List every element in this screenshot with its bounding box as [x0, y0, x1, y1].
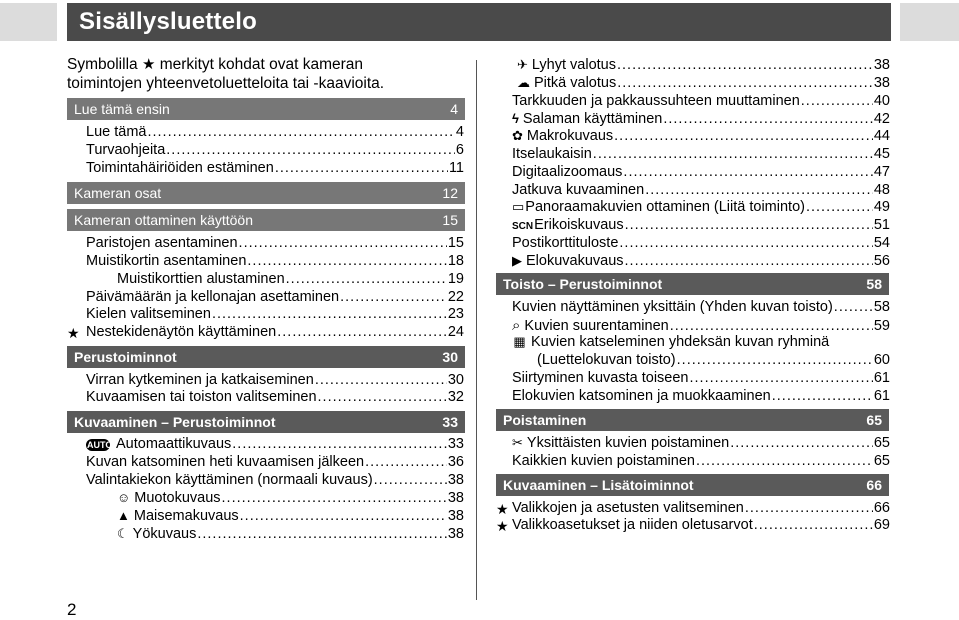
entry-text: Lyhyt valotus	[531, 57, 616, 73]
entry-page: 11	[448, 160, 464, 176]
entry-text: Postikorttituloste	[512, 235, 619, 251]
macro-icon: ✿	[512, 128, 523, 143]
toc-entry[interactable]	[512, 146, 890, 164]
section-label: Kuvaaminen – Lisätoiminnot	[503, 477, 694, 493]
toc-entry[interactable]	[512, 235, 890, 253]
intro-line1-a: Symbolilla	[67, 56, 138, 73]
toc-entry[interactable]	[117, 508, 464, 526]
portrait-icon: ☺	[117, 490, 131, 505]
section-header[interactable]	[496, 474, 889, 496]
entry-text: Digitaalizoomaus	[512, 164, 623, 180]
entry-page: 30	[447, 372, 464, 388]
section-page: 65	[866, 412, 882, 428]
toc-entry[interactable]	[86, 454, 464, 472]
section-page: 12	[442, 185, 458, 201]
entry-page: 18	[447, 253, 464, 269]
entry-text: Siirtyminen kuvasta toiseen	[512, 370, 689, 386]
toc-entry[interactable]	[512, 111, 890, 129]
right-tab-marker	[900, 3, 959, 41]
section-page: 30	[442, 349, 458, 365]
entry-page: 4	[455, 124, 464, 140]
entry-text: Toimintahäiriöiden estäminen	[86, 160, 274, 176]
intro-line2: toimintojen yhteenvetoluetteloita tai -kaavioita.	[67, 75, 385, 92]
section-label: Kameran ottaminen käyttöön	[74, 212, 253, 228]
section-header[interactable]	[67, 411, 465, 433]
entry-page: 24	[447, 324, 464, 340]
section-header[interactable]	[67, 98, 465, 120]
section-page: 58	[866, 276, 882, 292]
entry-page: 65	[873, 435, 890, 451]
toc-entry[interactable]	[86, 124, 464, 142]
toc-entry[interactable]	[512, 317, 890, 335]
entry-text: Turvaohjeita	[86, 142, 166, 158]
toc-entry[interactable]	[512, 435, 890, 453]
toc-entry[interactable]	[512, 182, 890, 200]
star-icon: ★	[67, 325, 80, 341]
entry-text: Pitkä valotus	[534, 75, 617, 91]
section-page: 33	[442, 414, 458, 430]
entry-page: 65	[873, 453, 890, 469]
entry-text: Päivämäärän ja kellonajan asettaminen	[86, 289, 340, 305]
flash-icon: ϟ	[512, 111, 519, 126]
entry-page: 44	[873, 128, 890, 144]
entry-text: Automaattikuvaus	[116, 436, 232, 452]
entry-page: 38	[447, 526, 464, 542]
entry-page: 22	[447, 289, 464, 305]
toc-entry[interactable]	[86, 289, 464, 307]
entry-text: Yksittäisten kuvien poistaminen	[526, 435, 730, 451]
intro-line1-b: merkityt kohdat ovat kameran	[159, 56, 364, 73]
entry-page: 51	[873, 217, 890, 233]
thumbnail-icon: ▦	[513, 334, 526, 349]
entry-text: Valikkoasetukset ja niiden oletusarvot	[512, 517, 753, 533]
entry-text: Kuvaamisen tai toiston valitseminen	[86, 389, 317, 405]
section-label: Poistaminen	[503, 412, 587, 428]
toc-entry[interactable]	[86, 472, 464, 490]
toc-entry[interactable]	[117, 490, 464, 508]
entry-text: Erikoiskuvaus	[534, 217, 624, 233]
section-page: 66	[866, 477, 882, 493]
entry-page: 48	[873, 182, 890, 198]
entry-text: Makrokuvaus	[526, 128, 614, 144]
section-header[interactable]	[67, 182, 465, 204]
entry-page: 47	[873, 164, 890, 180]
entry-text: (Luettelokuvan toisto)	[537, 352, 676, 368]
entry-page: 61	[873, 388, 890, 404]
column-divider	[476, 60, 477, 600]
entry-page: 38	[873, 57, 890, 73]
toc-entry[interactable]	[117, 271, 464, 289]
zoom-icon: ⌕	[512, 317, 521, 334]
toc-entry[interactable]	[512, 334, 890, 352]
entry-text: Elokuvien katsominen ja muokkaaminen	[512, 388, 771, 404]
toc-entry[interactable]	[117, 526, 464, 544]
entry-page: 15	[447, 235, 464, 251]
star-icon: ★	[141, 56, 156, 73]
auto-mode-icon: AUTO	[87, 440, 113, 450]
entry-text: Kuvien suurentaminen	[524, 318, 669, 334]
section-label: Toisto – Perustoiminnot	[503, 276, 663, 292]
entry-text: Salaman käyttäminen	[522, 111, 663, 127]
entry-page: 38	[447, 472, 464, 488]
entry-text: Muistikortin asentaminen	[86, 253, 247, 269]
scene-mode-icon: SCN	[512, 221, 534, 232]
entry-text: Yökuvaus	[132, 526, 197, 542]
entry-page: 66	[873, 500, 890, 516]
delete-icon: ✂	[512, 435, 523, 450]
entry-text: Nestekidenäytön käyttäminen	[86, 324, 277, 340]
entry-text: Lue tämä	[86, 124, 147, 140]
toc-entry[interactable]	[512, 299, 890, 317]
entry-text: Kuvan katsominen heti kuvaamisen jälkeen	[86, 454, 365, 470]
toc-entry[interactable]	[86, 324, 464, 342]
entry-text: Panoraamakuvien ottaminen (Liitä toiminto)	[525, 199, 805, 215]
entry-page: 59	[873, 318, 890, 334]
toc-entry[interactable]	[86, 235, 464, 253]
entry-page: 6	[455, 142, 464, 158]
page-title: Sisällysluettelo	[79, 8, 257, 35]
entry-text: Kuvien näyttäminen yksittäin (Yhden kuvan toisto)	[512, 299, 833, 315]
entry-page: 69	[873, 517, 890, 533]
toc-entry[interactable]	[512, 217, 890, 235]
landscape-icon: ▲	[117, 508, 130, 523]
toc-entry[interactable]	[517, 75, 890, 93]
entry-text: Paristojen asentaminen	[86, 235, 238, 251]
entry-text: Kielen valitseminen	[86, 306, 211, 322]
entry-page: 33	[447, 436, 464, 452]
toc-entry[interactable]	[86, 372, 464, 390]
toc-entry[interactable]	[537, 352, 890, 370]
entry-page: 19	[447, 271, 464, 287]
star-icon: ★	[496, 501, 509, 517]
entry-page: 36	[447, 454, 464, 470]
toc-entry[interactable]	[512, 199, 890, 217]
page-number: 2	[67, 600, 77, 619]
entry-page: 38	[447, 490, 464, 506]
toc-entry[interactable]	[86, 142, 464, 160]
entry-page: 49	[873, 199, 890, 215]
section-header[interactable]	[67, 209, 465, 231]
entry-text: Muistikorttien alustaminen	[117, 271, 285, 287]
left-tab-marker	[0, 3, 57, 41]
slow-shutter-icon: ☁	[517, 75, 530, 90]
entry-page: 54	[873, 235, 890, 251]
toc-entry[interactable]	[512, 93, 890, 111]
toc-entry[interactable]	[512, 128, 890, 146]
toc-entry[interactable]	[512, 453, 890, 471]
entry-page: 60	[873, 352, 890, 368]
toc-entry[interactable]	[86, 160, 464, 178]
section-header[interactable]	[496, 409, 889, 431]
entry-page: 58	[873, 299, 890, 315]
toc-entry[interactable]	[512, 370, 890, 388]
section-label: Lue tämä ensin	[74, 101, 170, 117]
star-icon: ★	[496, 518, 509, 534]
toc-entry[interactable]	[86, 306, 464, 324]
toc-entry[interactable]	[86, 253, 464, 271]
entry-page: 40	[873, 93, 890, 109]
toc-entry[interactable]	[512, 253, 890, 271]
entry-text: Elokuvakuvaus	[526, 253, 624, 269]
section-page: 15	[442, 212, 458, 228]
entry-page: 42	[873, 111, 890, 127]
entry-text: Virran kytkeminen ja katkaiseminen	[86, 372, 314, 388]
toc-entry[interactable]	[517, 57, 890, 75]
toc-entry[interactable]	[86, 389, 464, 407]
title-bar	[67, 3, 891, 41]
section-header[interactable]	[67, 346, 465, 368]
night-icon: ☾	[117, 526, 129, 541]
toc-entry[interactable]	[512, 388, 890, 406]
entry-text: Kuvien katseleminen yhdeksän kuvan ryhminä	[531, 334, 830, 350]
section-page: 4	[450, 101, 458, 117]
fast-shutter-icon: ✈	[517, 57, 528, 72]
entry-text: Muotokuvaus	[134, 490, 221, 506]
entry-text: Maisemakuvaus	[133, 508, 239, 524]
panorama-icon: ▭	[512, 199, 525, 214]
entry-page: 23	[447, 306, 464, 322]
section-label: Kuvaaminen – Perustoiminnot	[74, 414, 276, 430]
entry-text: Tarkkuuden ja pakkaussuhteen muuttaminen	[512, 93, 800, 109]
entry-page: 56	[873, 253, 890, 269]
toc-entry[interactable]	[512, 517, 890, 535]
entry-page: 61	[873, 370, 890, 386]
intro-text	[67, 55, 467, 93]
entry-text: Valintakiekon käyttäminen (normaali kuvaus)	[86, 472, 373, 488]
toc-entry[interactable]	[512, 164, 890, 182]
section-label: Kameran osat	[74, 185, 162, 201]
entry-text: Itselaukaisin	[512, 146, 592, 162]
entry-page: 38	[873, 75, 890, 91]
toc-entry[interactable]	[86, 436, 464, 454]
entry-text: Jatkuva kuvaaminen	[512, 182, 645, 198]
section-header[interactable]	[496, 273, 889, 295]
entry-page: 38	[447, 508, 464, 524]
section-label: Perustoiminnot	[74, 349, 177, 365]
entry-text: Valikkojen ja asetusten valitseminen	[512, 500, 744, 516]
entry-page: 32	[447, 389, 464, 405]
movie-icon: ▶	[512, 253, 522, 268]
entry-page: 45	[873, 146, 890, 162]
toc-entry[interactable]	[512, 500, 890, 518]
entry-text: Kaikkien kuvien poistaminen	[512, 453, 695, 469]
